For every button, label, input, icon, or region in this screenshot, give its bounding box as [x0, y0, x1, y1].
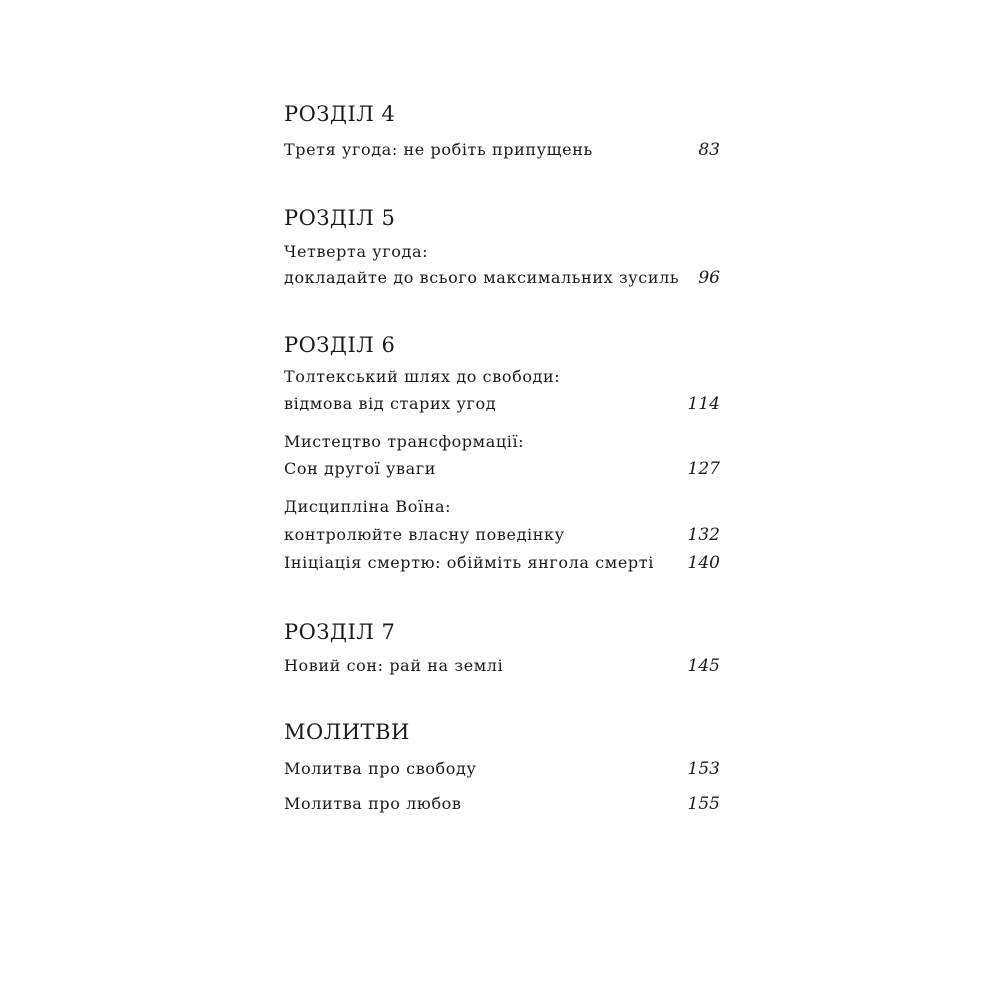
prayers-heading: МОЛИТВИ: [284, 720, 410, 744]
toc-entry-title: Новий сон: рай на землі: [284, 656, 504, 675]
toc-entry-page: 145: [687, 656, 720, 676]
toc-entry-title-continued: докладайте до всього максимальних зусиль: [284, 268, 680, 287]
toc-entry-title: Толтекський шлях до свободи:: [284, 367, 561, 386]
toc-entry-page: 96: [698, 268, 720, 288]
toc-entry-title: Четверта угода:: [284, 242, 429, 261]
toc-entry-page: 140: [687, 553, 720, 573]
toc-entry-title: Молитва про свободу: [284, 759, 477, 778]
toc-entry-title: Дисципліна Воїна:: [284, 497, 452, 516]
toc-entry-title-continued: контролюйте власну поведінку: [284, 525, 565, 544]
toc-entry-page: 114: [687, 394, 720, 414]
chapter-7-heading: РОЗДІЛ 7: [284, 620, 396, 644]
toc-entry-page: 155: [687, 794, 720, 814]
toc-entry-title: Мистецтво трансформації:: [284, 432, 525, 451]
toc-entry-title-continued: відмова від старих угод: [284, 394, 497, 413]
toc-entry-title: Молитва про любов: [284, 794, 462, 813]
chapter-5-heading: РОЗДІЛ 5: [284, 206, 396, 230]
toc-entry-page: 83: [698, 140, 720, 160]
chapter-4-heading: РОЗДІЛ 4: [284, 102, 396, 126]
toc-entry-title: Ініціація смертю: обійміть янгола смерті: [284, 553, 654, 572]
toc-entry-page: 153: [687, 759, 720, 779]
toc-entry-page: 132: [687, 525, 720, 545]
chapter-6-heading: РОЗДІЛ 6: [284, 333, 396, 357]
toc-entry-title: Третя угода: не робіть припущень: [284, 140, 593, 159]
toc-entry-title-continued: Сон другої уваги: [284, 459, 436, 478]
toc-entry-page: 127: [687, 459, 720, 479]
